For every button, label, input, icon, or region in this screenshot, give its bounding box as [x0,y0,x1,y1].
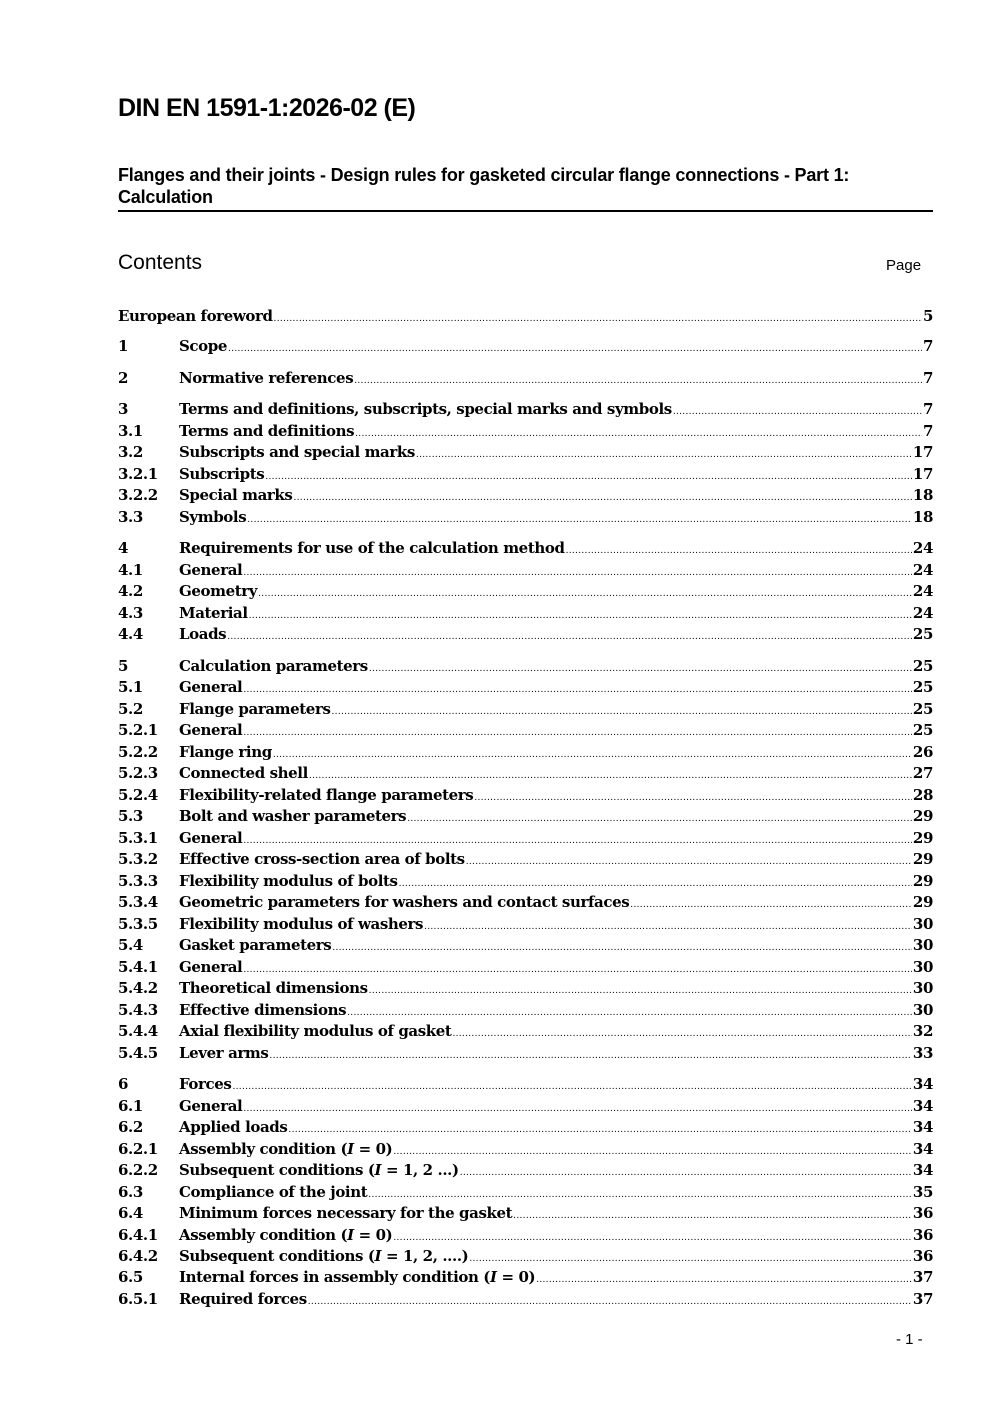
toc-entry-title-part: Subsequent conditions ( [179,1161,375,1179]
toc-entry-leader [309,771,912,781]
toc-entry-title: Minimum forces necessary for the gasket [179,1204,513,1222]
toc-entry-page: 30 [912,958,933,976]
toc-entry-page: 17 [912,443,933,461]
toc-entry-title: Material [179,604,248,622]
toc-entry-page: 30 [912,915,933,933]
toc-entry-page: 7 [922,400,933,418]
toc-entry-variable: I [347,1226,354,1244]
toc-entry-leader [308,1297,912,1307]
toc-entry-page: 29 [912,807,933,825]
toc-entry-leader [474,793,912,803]
toc-entry-number: 6.1 [118,1097,143,1115]
toc-entry-page: 30 [912,936,933,954]
toc-entry[interactable] [118,369,933,391]
toc-entry-leader [243,1104,912,1114]
toc-entry-leader [630,900,912,910]
toc-entry-title [179,1226,392,1244]
toc-entry-number: 5.2 [118,700,143,718]
toc-entry-title: Required forces [179,1290,307,1308]
toc-entry[interactable] [118,1001,933,1023]
toc-entry-page: 24 [912,604,933,622]
toc-entry-number: 2 [118,369,129,387]
toc-entry-page: 34 [912,1140,933,1158]
toc-entry[interactable] [118,850,933,872]
toc-entry-title: Gasket parameters [179,936,332,954]
toc-entry-page: 34 [912,1075,933,1093]
toc-entry-title-part: = 1, 2, ....) [381,1247,469,1265]
toc-entry-leader [265,472,912,482]
toc-entry-number: 3.2.1 [118,465,158,483]
toc-entry-number: 5.2.2 [118,743,158,761]
toc-entry-variable: I [347,1140,354,1158]
toc-entry-leader [347,1008,912,1018]
toc-entry-variable: I [490,1268,497,1286]
toc-entry-leader [399,879,912,889]
toc-entry-number: 5.4.2 [118,979,158,997]
toc-entry-leader [416,450,912,460]
toc-entry-leader [269,1051,912,1061]
toc-entry-title: General [179,958,243,976]
toc-entry-page: 24 [912,561,933,579]
toc-entry-page: 29 [912,829,933,847]
toc-entry-title-part: = 0) [496,1268,536,1286]
toc-entry-title: Flange parameters [179,700,331,718]
toc-entry-leader [393,1147,912,1157]
toc-entry-number: 5.3.2 [118,850,158,868]
toc-entry-page: 37 [912,1290,933,1308]
toc-entry-page: 25 [912,625,933,643]
toc-entry-leader [407,814,912,824]
toc-entry-title-part: Internal forces in assembly condition ( [179,1268,491,1286]
toc-entry-number: 4.4 [118,625,143,643]
toc-entry[interactable] [118,979,933,1001]
toc-entry[interactable] [118,872,933,894]
toc-entry-leader [288,1125,912,1135]
toc-entry-title: Theoretical dimensions [179,979,368,997]
toc-entry-title: Normative references [179,369,354,387]
toc-entry[interactable] [118,1161,933,1183]
toc-entry[interactable] [118,465,933,487]
toc-entry-title-part: Assembly condition ( [179,1226,348,1244]
toc-entry-title-part: = 1, 2 ...) [381,1161,459,1179]
toc-entry-page: 25 [912,657,933,675]
toc-entry-number: 3 [118,400,129,418]
toc-entry-title: Terms and definitions, subscripts, special marks and symbols [179,400,672,418]
toc-entry[interactable] [118,1226,933,1248]
document-title: Flanges and their joints - Design rules for gasketed circular flange connections - Part 1: Calculation [118,165,850,207]
toc-entry[interactable] [118,582,933,604]
toc-entry-leader [332,707,912,717]
toc-entry-number: 4.3 [118,604,143,622]
toc-entry[interactable] [118,764,933,786]
toc-entry[interactable] [118,337,933,359]
toc-entry-page: 25 [912,721,933,739]
toc-entry-title [179,1268,535,1286]
toc-entry-page: 27 [912,764,933,782]
toc-entry-leader [354,376,922,386]
toc-entry-page: 5 [922,307,933,325]
toc-entry-title: Subscripts [179,465,265,483]
toc-entry-page: 24 [912,539,933,557]
toc-entry[interactable] [118,1204,933,1226]
toc-entry-title [179,1161,459,1179]
toc-entry[interactable] [118,915,933,937]
toc-entry[interactable] [118,508,933,530]
toc-entry-leader [566,546,912,556]
toc-entry[interactable] [118,936,933,958]
toc-entry-number: 1 [118,337,129,355]
toc-entry-number: 5.4.5 [118,1044,158,1062]
toc-entry-leader [332,943,912,953]
toc-entry-page: 7 [922,337,933,355]
toc-entry-leader [258,589,912,599]
toc-entry[interactable] [118,400,933,422]
toc-entry-title: Flexibility modulus of washers [179,915,424,933]
toc-entry-leader [293,493,911,503]
toc-entry-leader [243,685,912,695]
toc-entry-leader [243,836,912,846]
toc-entry[interactable] [118,1118,933,1140]
toc-entry-number: 5.2.3 [118,764,158,782]
toc-entry-leader [369,664,912,674]
toc-entry[interactable] [118,893,933,915]
toc-entry-title: Compliance of the joint [179,1183,368,1201]
toc-entry[interactable] [118,1268,933,1290]
toc-entry-page: 18 [912,508,933,526]
toc-entry-page: 34 [912,1097,933,1115]
toc-entry-number: 5.1 [118,678,143,696]
toc-entry-title: Flexibility-related flange parameters [179,786,474,804]
toc-entry[interactable] [118,1140,933,1162]
toc-entry-page: 26 [912,743,933,761]
toc-entry-number: 5.3.1 [118,829,158,847]
contents-heading: Contents [118,251,203,274]
toc-entry[interactable] [118,422,933,444]
toc-entry-number: 6.5.1 [118,1290,158,1308]
toc-entry-number: 5.3 [118,807,143,825]
toc-entry-title-part: Assembly condition ( [179,1140,348,1158]
toc-entry-leader [466,857,912,867]
toc-entry-title: Flange ring [179,743,272,761]
toc-entry-page: 24 [912,582,933,600]
toc-entry-title: Lever arms [179,1044,269,1062]
toc-entry-leader [243,728,912,738]
toc-entry[interactable] [118,539,933,561]
toc-entry-number: 5.3.4 [118,893,158,911]
toc-entry-variable: I [374,1161,382,1179]
toc-entry-number: 5.2.1 [118,721,158,739]
toc-entry-page: 25 [912,700,933,718]
toc-entry-page: 30 [912,979,933,997]
toc-entry-leader [273,750,912,760]
toc-entry-number: 3.1 [118,422,143,440]
toc-entry-number: 5.2.4 [118,786,158,804]
toc-entry[interactable] [118,958,933,980]
toc-entry-leader [513,1211,912,1221]
toc-entry-title: Special marks [179,486,293,504]
toc-entry[interactable] [118,721,933,743]
toc-entry-title: European foreword [118,307,273,325]
toc-entry-page: 29 [912,872,933,890]
toc-entry[interactable] [118,1247,933,1269]
toc-entry-page: 29 [912,850,933,868]
toc-entry-leader [228,344,922,354]
toc-entry[interactable] [118,561,933,583]
document-id: DIN EN 1591-1:2026-02 (E) [118,94,416,122]
toc-entry-page: 25 [912,678,933,696]
toc-entry-title: Scope [179,337,228,355]
toc-entry-title-part: Subsequent conditions ( [179,1247,375,1265]
toc-entry-number: 4.2 [118,582,143,600]
toc-entry-page: 18 [912,486,933,504]
toc-entry-page: 7 [922,422,933,440]
toc-entry[interactable] [118,786,933,808]
toc-entry-number: 6 [118,1075,129,1093]
toc-entry-number: 3.3 [118,508,143,526]
page-column-heading: Page [886,257,922,274]
toc-entry-number: 5.4.3 [118,1001,158,1019]
toc-entry-leader [424,922,912,932]
toc-entry-title: General [179,721,243,739]
toc-entry-number: 4 [118,539,129,557]
toc-entry-title: Bolt and washer parameters [179,807,407,825]
toc-entry-leader [243,965,912,975]
toc-entry[interactable] [118,625,933,647]
toc-entry-title-part: = 0) [353,1226,393,1244]
toc-entry-number: 6.3 [118,1183,143,1201]
toc-entry-number: 5 [118,657,129,675]
toc-entry-title: Axial flexibility modulus of gasket [179,1022,452,1040]
toc-entry-number: 5.4 [118,936,143,954]
toc-entry-title: Effective dimensions [179,1001,347,1019]
toc-entry-page: 29 [912,893,933,911]
toc-entry-title: Geometry [179,582,258,600]
toc-entry-leader [274,314,922,324]
toc-entry-number: 6.2.1 [118,1140,158,1158]
toc-entry[interactable] [118,807,933,829]
toc-entry-title: Effective cross-section area of bolts [179,850,465,868]
toc-entry[interactable] [118,1022,933,1044]
toc-entry-title: Applied loads [179,1118,288,1136]
toc-entry-leader [243,568,912,578]
toc-entry-number: 4.1 [118,561,143,579]
toc-entry-leader [369,986,912,996]
toc-entry-title: General [179,829,243,847]
toc-entry-leader [469,1254,912,1264]
toc-entry-leader [227,632,912,642]
toc-entry-page: 30 [912,1001,933,1019]
toc-entry-number: 3.2.2 [118,486,158,504]
toc-entry-title: General [179,1097,243,1115]
toc-entry-title: Flexibility modulus of bolts [179,872,398,890]
toc-entry-page: 37 [912,1268,933,1286]
toc-entry-number: 5.3.5 [118,915,158,933]
toc-entry[interactable] [118,1075,933,1097]
toc-entry[interactable] [118,307,933,329]
toc-entry-title: Geometric parameters for washers and contact surfaces [179,893,630,911]
toc-entry-number: 6.2.2 [118,1161,158,1179]
toc-entry-leader [368,1190,912,1200]
footer-page-number: - 1 - [896,1331,923,1348]
toc-entry[interactable] [118,657,933,679]
toc-entry-leader [232,1082,911,1092]
toc-entry-title: Terms and definitions [179,422,355,440]
toc-entry[interactable] [118,1183,933,1205]
toc-entry-number: 5.4.1 [118,958,158,976]
toc-entry-variable: I [374,1247,382,1265]
toc-entry-page: 34 [912,1118,933,1136]
toc-entry[interactable] [118,1097,933,1119]
toc-entry-number: 6.5 [118,1268,143,1286]
toc-entry-leader [536,1275,912,1285]
toc-entry[interactable] [118,1290,933,1312]
toc-entry-title [179,1140,392,1158]
toc-entry-title: Calculation parameters [179,657,368,675]
toc-entry-page: 33 [912,1044,933,1062]
toc-entry[interactable] [118,486,933,508]
toc-entry-title: Connected shell [179,764,308,782]
toc-entry-page: 7 [922,369,933,387]
toc-entry-page: 32 [912,1022,933,1040]
toc-entry-page: 36 [912,1226,933,1244]
toc-entry[interactable] [118,700,933,722]
toc-entry-number: 5.4.4 [118,1022,158,1040]
toc-entry-leader [393,1233,912,1243]
toc-entry-page: 35 [912,1183,933,1201]
toc-entry[interactable] [118,443,933,465]
toc-entry[interactable] [118,678,933,700]
toc-entry-number: 6.2 [118,1118,143,1136]
toc-entry[interactable] [118,829,933,851]
title-divider [118,210,933,212]
toc-entry-leader [247,515,912,525]
toc-entry-title [179,1247,468,1265]
toc-entry-number: 5.3.3 [118,872,158,890]
toc-entry[interactable] [118,604,933,626]
toc-entry-leader [355,429,922,439]
toc-entry-title: Symbols [179,508,247,526]
toc-entry-title: Loads [179,625,227,643]
toc-entry-number: 6.4.2 [118,1247,158,1265]
toc-entry-title-part: = 0) [353,1140,393,1158]
toc-entry[interactable] [118,1044,933,1066]
toc-entry-title: Requirements for use of the calculation method [179,539,565,557]
toc-entry-title: General [179,561,243,579]
toc-entry-number: 3.2 [118,443,143,461]
toc-entry-page: 36 [912,1247,933,1265]
toc-entry-title: General [179,678,243,696]
toc-entry-page: 28 [912,786,933,804]
toc-entry-leader [452,1029,911,1039]
toc-entry-leader [673,407,922,417]
toc-entry-page: 17 [912,465,933,483]
toc-entry-leader [249,611,912,621]
toc-entry-number: 6.4 [118,1204,143,1222]
toc-entry-leader [460,1168,912,1178]
toc-entry-title: Subscripts and special marks [179,443,415,461]
toc-entry-number: 6.4.1 [118,1226,158,1244]
toc-entry[interactable] [118,743,933,765]
toc-entry-page: 34 [912,1161,933,1179]
toc-entry-title: Forces [179,1075,232,1093]
toc-entry-page: 36 [912,1204,933,1222]
